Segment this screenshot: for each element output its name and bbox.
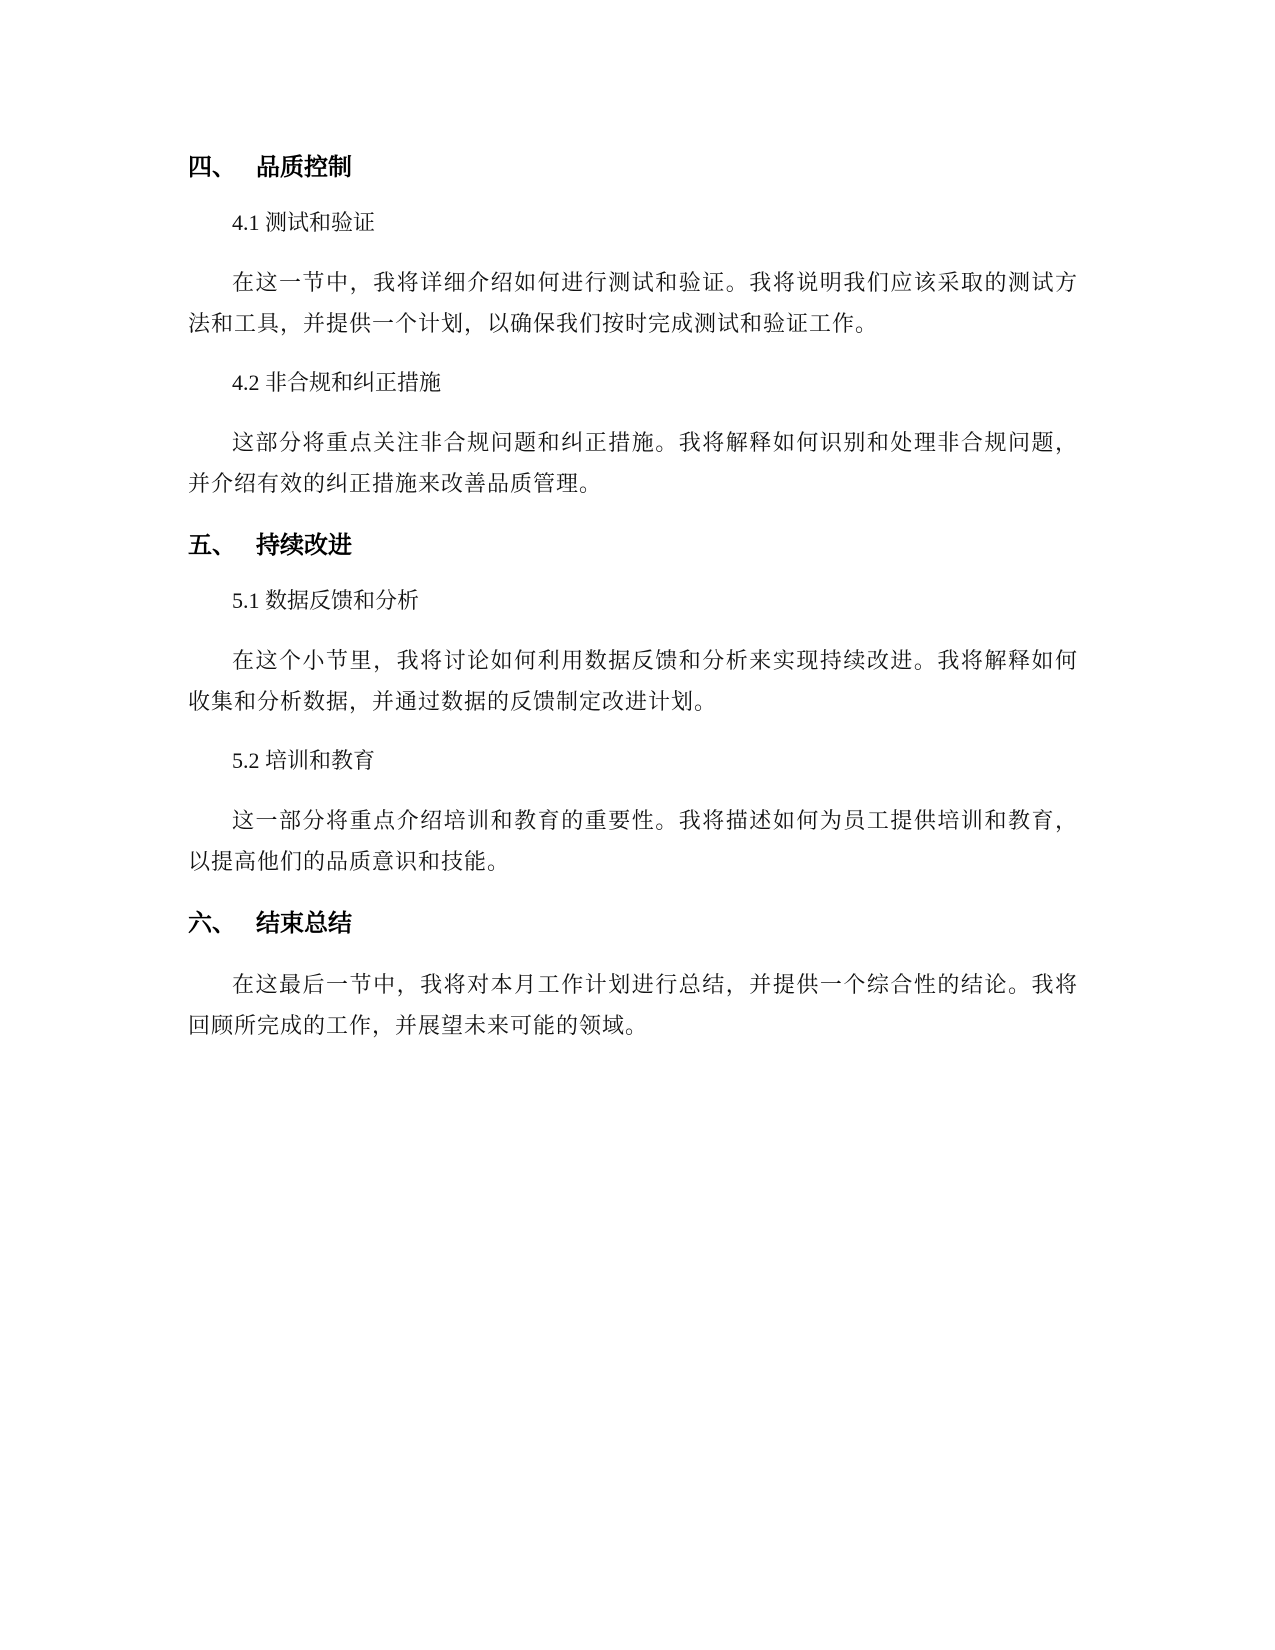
paragraph: 在这一节中，我将详细介绍如何进行测试和验证。我将说明我们应该采取的测试方法和工具，并提供一个计划，以确保我们按时完成测试和验证工作。 [188, 270, 1078, 336]
paragraph: 在这最后一节中，我将对本月工作计划进行总结，并提供一个综合性的结论。我将回顾所完成的工作，并展望未来可能的领域。 [188, 972, 1078, 1038]
subsection-heading: 5.2 培训和教育 [232, 748, 376, 773]
section-continuous-improvement [188, 528, 1078, 882]
section-heading [188, 906, 1078, 940]
section-heading [188, 150, 1078, 184]
paragraph: 这部分将重点关注非合规问题和纠正措施。我将解释如何识别和处理非合规问题，并介绍有效的纠正措施来改善品质管理。 [188, 430, 1078, 496]
section-heading [188, 528, 1078, 562]
section-conclusion [188, 906, 1078, 1046]
section-number: 四、 [188, 153, 236, 181]
subsection-heading: 5.1 数据反馈和分析 [232, 588, 420, 613]
paragraph: 这一部分将重点介绍培训和教育的重要性。我将描述如何为员工提供培训和教育，以提高他们的品质意识和技能。 [188, 808, 1078, 874]
section-title: 结束总结 [256, 909, 352, 937]
section-number: 五、 [188, 531, 236, 559]
document-body [188, 150, 1078, 1070]
paragraph: 在这个小节里，我将讨论如何利用数据反馈和分析来实现持续改进。我将解释如何收集和分析数据，并通过数据的反馈制定改进计划。 [188, 648, 1078, 714]
section-title: 品质控制 [256, 153, 352, 181]
subsection-heading: 4.2 非合规和纠正措施 [232, 370, 442, 395]
section-number: 六、 [188, 909, 236, 937]
section-quality-control [188, 150, 1078, 504]
section-title: 持续改进 [256, 531, 352, 559]
subsection-heading: 4.1 测试和验证 [232, 210, 376, 235]
